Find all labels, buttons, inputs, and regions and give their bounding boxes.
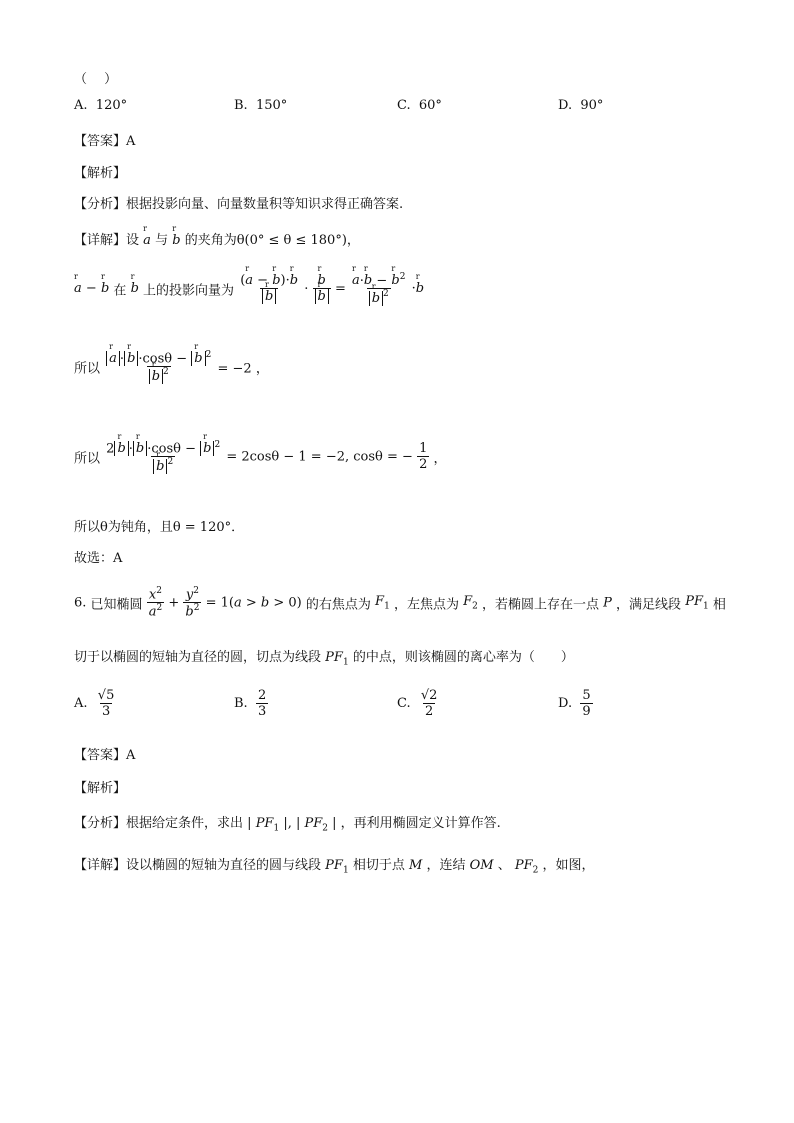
q6-answer: 【答案】A bbox=[74, 748, 136, 763]
q5-answer bbox=[74, 130, 135, 149]
q5-eq1: 所以 r a ·r b ·cosθ − r b $^2$ r b $^2$ = −2 ， bbox=[74, 350, 269, 384]
q6-option-c: C. $\frac{√2}{2}$ bbox=[397, 688, 438, 719]
q5-fenxi: 【分析】根据投影向量、向量数量积等知识求得正确答案. bbox=[74, 197, 404, 212]
q5-paren: （ ） bbox=[74, 72, 118, 87]
q6-analysis-tag: 【解析】 bbox=[74, 781, 127, 796]
q5-analysis-tag: 【解析】 bbox=[74, 166, 127, 181]
q5-xiangjie: 【详解】设 r a 与 r b 的夹角为θ(0° ≤ θ ≤ 180°)， bbox=[74, 229, 360, 248]
q5-option-a: A. 120° bbox=[74, 98, 128, 113]
answer-tag: 【答案】 bbox=[74, 134, 127, 149]
vector-b: r b bbox=[172, 233, 180, 248]
q6-stem-line1: 6. 已知椭圆 $\frac{x^2}{a^2}$ + $\frac{y^2}{b^2}$ = 1(a > b > 0) 的右焦点为 $F_1$ ，左焦点为 $F_2$ ，若椭圆上存在一点 P ，满足线段 $PF_1$ 相 bbox=[74, 586, 726, 620]
answer-value: A bbox=[126, 134, 136, 149]
q6-option-b: B. $\frac{2}{3}$ bbox=[234, 688, 267, 719]
q6-stem-line2: 切于以椭圆的短轴为直径的圆，切点为线段 $PF_1$ 的中点，则该椭圆的离心率为（ ） bbox=[74, 650, 574, 668]
q5-option-d: D. 90° bbox=[558, 98, 604, 113]
q6-option-a: A. $\frac{√5}{3}$ bbox=[74, 688, 115, 719]
q6-option-d: D. $\frac{5}{9}$ bbox=[558, 688, 591, 719]
q6-fenxi: 【分析】根据给定条件，求出 | $PF_1$ |, | $PF_2$ | ，再利用椭圆定义计算作答. bbox=[74, 816, 501, 834]
q6-xiangjie: 【详解】设以椭圆的短轴为直径的圆与线段 $PF_1$ 相切于点 M ，连结 OM 、 $PF_2$ ，如图， bbox=[74, 858, 595, 876]
projection-fraction: (r a − r b)·r b r b bbox=[238, 273, 300, 304]
q5-option-b: B. 150° bbox=[234, 98, 288, 113]
vector-a: r a bbox=[143, 233, 151, 248]
q5-projection-line: r a − r b 在 r b 上的投影向量为 (r a − r b)·r b r b · r b r b = r a·r b − r $b^2$ r b $^2$ ·r b bbox=[74, 272, 424, 306]
q5-conclusion: 所以θ为钝角，且θ = 120°． bbox=[74, 520, 245, 535]
q5-choice: 故选：A bbox=[74, 551, 123, 566]
q5-eq2: 所以 2r b ·r b ·cosθ − r b $^2$ r b $^2$ = 2cosθ − 1 = −2, cosθ = − $\frac{1}{2}$ ， bbox=[74, 440, 447, 474]
q5-option-c: C. 60° bbox=[397, 98, 442, 113]
